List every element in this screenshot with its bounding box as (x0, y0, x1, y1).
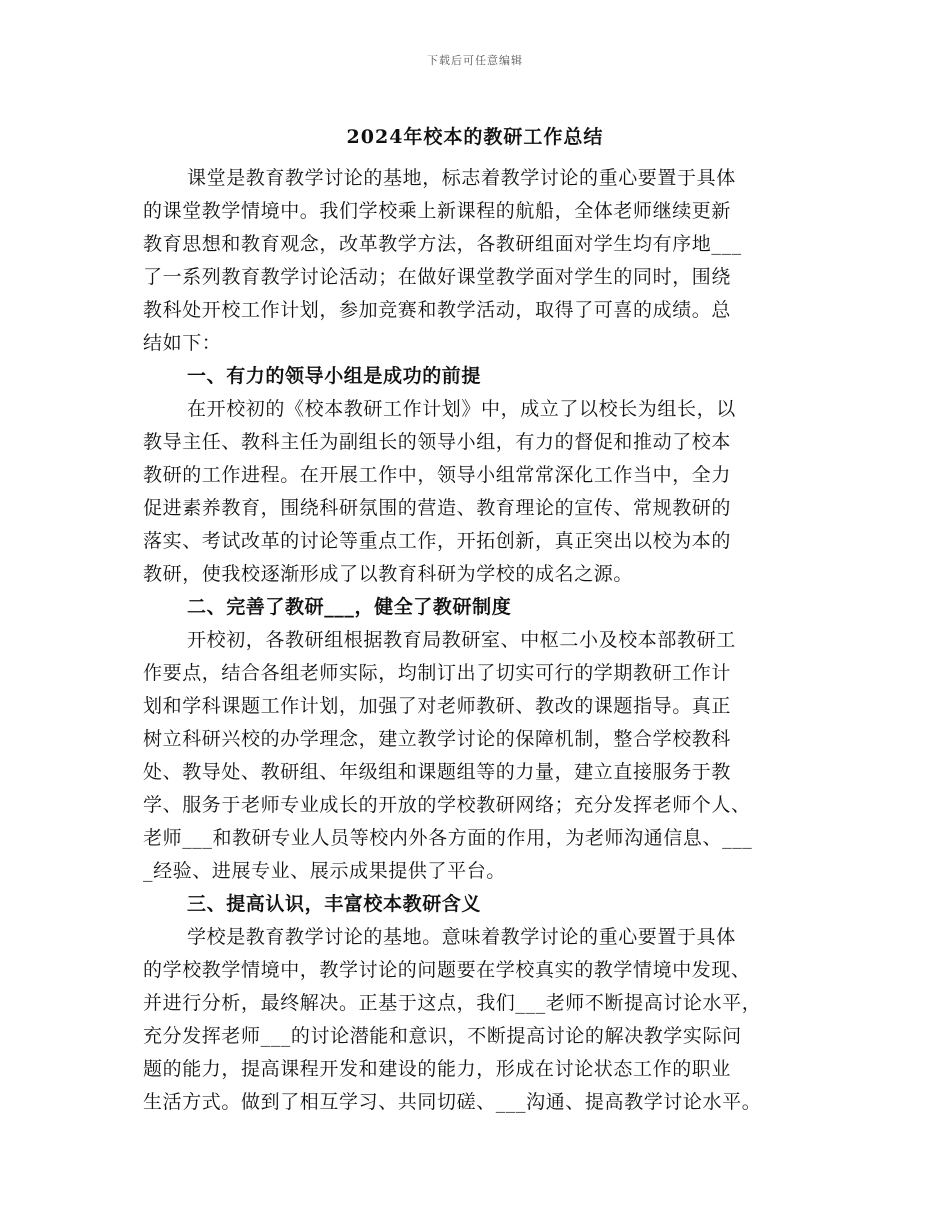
paragraph-line: 处、教导处、教研组、年级组和课题组等的力量，建立直接服务于教 (143, 761, 732, 783)
paragraph-line: 的学校教学情境中，教学讨论的问题要在学校真实的教学情境中发现、 (143, 959, 751, 981)
paragraph-line: 教科处开校工作计划，参加竞赛和教学活动，取得了可喜的成绩。总 (143, 299, 732, 321)
paragraph-line: 树立科研兴校的办学理念，建立教学讨论的保障机制，整合学校教科 (143, 728, 732, 750)
paragraph-line: 划和学科课题工作计划，加强了对老师教研、教改的课题指导。真正 (143, 695, 732, 717)
document-title: 2024年校本的教研工作总结 (346, 126, 604, 148)
paragraph-line: 充分发挥老师___的讨论潜能和意识，不断提高讨论的解决教学实际问 (143, 1025, 742, 1047)
document-body (143, 162, 813, 1119)
paragraph-line: 促进素养教育，围绕科研氛围的营造、教育理论的宣传、常规教研的 (143, 497, 732, 519)
paragraph-line: 落实、考试改革的讨论等重点工作，开拓创新，真正突出以校为本的 (143, 530, 732, 552)
paragraph-line: 老师___和教研专业人员等校内外各方面的作用，为老师沟通信息、___ (143, 827, 753, 849)
section-heading: 二、完善了教研___，健全了教研制度 (187, 596, 512, 618)
paragraph-line: _经验、进展专业、展示成果提供了平台。 (143, 860, 506, 882)
paragraph-line: 学校是教育教学讨论的基地。意味着教学讨论的重心要置于具体 (187, 926, 736, 948)
download-note: 下载后可任意编辑 (427, 54, 523, 67)
paragraph-line: 的课堂教学情境中。我们学校乘上新课程的航船，全体老师继续更新 (143, 200, 732, 222)
paragraph-line: 生活方式。做到了相互学习、共同切磋、___沟通、提高教学讨论水平。 (143, 1091, 762, 1113)
paragraph-line: 教育思想和教育观念，改革教学方法，各教研组面对学生均有序地___ (143, 233, 742, 255)
paragraph-line: 了一系列教育教学讨论活动；在做好课堂教学面对学生的同时，围绕 (143, 266, 732, 288)
paragraph-line: 结如下： (143, 332, 222, 354)
section-heading: 一、有力的领导小组是成功的前提 (187, 365, 482, 387)
paragraph-line: 开校初，各教研组根据教育局教研室、中枢二小及校本部教研工 (187, 629, 736, 651)
paragraph-line: 作要点，结合各组老师实际，均制订出了切实可行的学期教研工作计 (143, 662, 732, 684)
section-heading: 三、提高认识，丰富校本教研含义 (187, 893, 482, 915)
paragraph-line: 学、服务于老师专业成长的开放的学校教研网络；充分发挥老师个人、 (143, 794, 751, 816)
paragraph-line: 课堂是教育教学讨论的基地，标志着教学讨论的重心要置于具体 (187, 167, 736, 189)
paragraph-line: 教导主任、教科主任为副组长的领导小组，有力的督促和推动了校本 (143, 431, 732, 453)
paragraph-line: 教研，使我校逐渐形成了以教育科研为学校的成名之源。 (143, 563, 634, 585)
paragraph-line: 在开校初的《校本教研工作计划》中，成立了以校长为组长，以 (187, 398, 736, 420)
paragraph-line: 教研的工作进程。在开展工作中，领导小组常常深化工作当中，全力 (143, 464, 732, 486)
paragraph-line: 并进行分析，最终解决。正基于这点，我们___老师不断提高讨论水平， (143, 992, 762, 1014)
paragraph-line: 题的能力，提高课程开发和建设的能力，形成在讨论状态工作的职业 (143, 1058, 732, 1080)
